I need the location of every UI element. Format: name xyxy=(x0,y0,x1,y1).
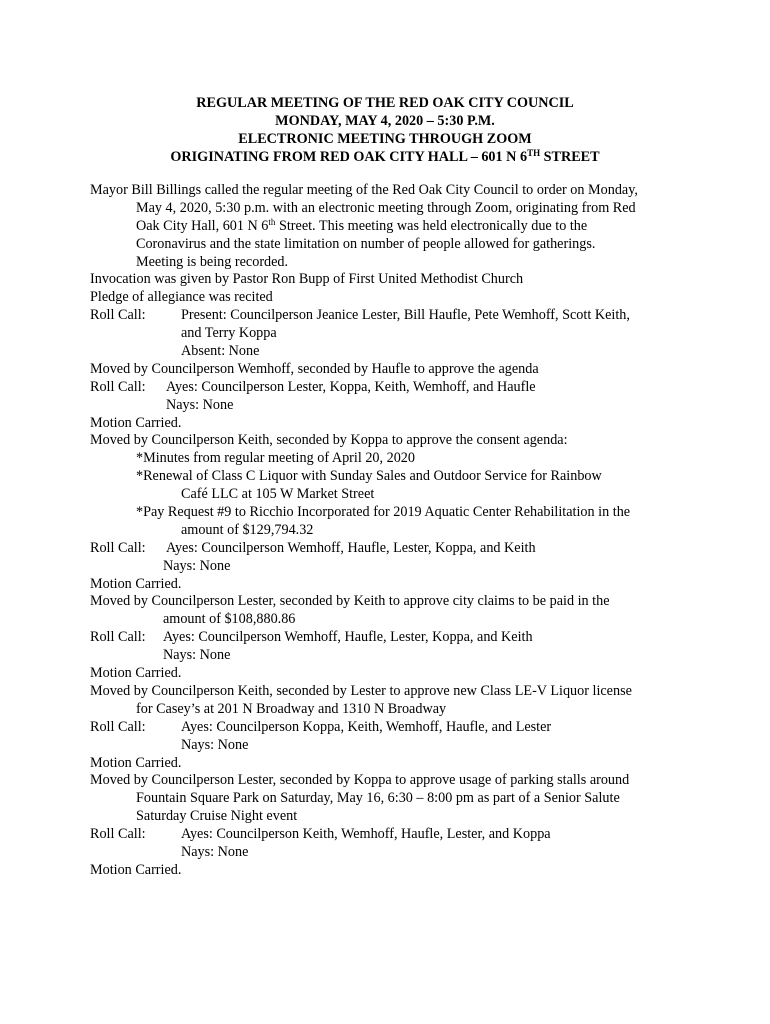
motion-2-moved: Moved by Councilperson Keith, seconded by Koppa to approve the consent agenda: xyxy=(90,432,568,449)
attendance-roll-call xyxy=(90,307,690,325)
opening-line-2: May 4, 2020, 5:30 p.m. with an electronic meeting through Zoom, originating from Red xyxy=(136,199,636,216)
motion-4-moved-cont: for Casey’s at 201 N Broadway and 1310 N Broadway xyxy=(136,700,447,717)
consent-item-1: *Minutes from regular meeting of April 20, 2020 xyxy=(136,450,415,467)
motion-1-roll-call xyxy=(90,379,690,397)
motion-5-moved-cont: Fountain Square Park on Saturday, May 16, 6:30 – 8:00 pm as part of a Senior Salute xyxy=(136,790,620,807)
motion-4-roll-call xyxy=(90,719,690,737)
opening-line-4: Coronavirus and the state limitation on number of people allowed for gatherings. xyxy=(136,235,596,252)
minutes-body xyxy=(90,182,690,880)
header-format: ELECTRONIC MEETING THROUGH ZOOM xyxy=(238,131,532,147)
motion-3-moved-cont: amount of $108,880.86 xyxy=(163,611,296,628)
present-text: Present: Councilperson Jeanice Lester, Bill Haufle, Pete Wemhoff, Scott Keith, xyxy=(181,307,630,324)
consent-item-3-cont: amount of $129,794.32 xyxy=(181,521,314,538)
opening-line-3: Oak City Hall, 601 N 6th Street. This meeting was held electronically due to the xyxy=(136,216,588,234)
roll-call-label: Roll Call: xyxy=(90,718,146,735)
absent-text: Absent: None xyxy=(181,343,260,360)
motion-carried: Motion Carried. xyxy=(90,575,182,592)
motion-5-moved: Moved by Councilperson Lester, seconded by Koppa to approve usage of parking stalls around xyxy=(90,772,630,789)
nays-text: Nays: None xyxy=(181,843,249,860)
roll-call-label: Roll Call: xyxy=(90,378,146,395)
nays-text: Nays: None xyxy=(166,396,234,413)
ayes-text: Ayes: Councilperson Koppa, Keith, Wemhoff, Haufle, and Lester xyxy=(181,718,552,735)
motion-4-moved: Moved by Councilperson Keith, seconded by Lester to approve new Class LE-V Liquor license xyxy=(90,682,632,699)
ayes-text: Ayes: Councilperson Keith, Wemhoff, Haufle, Lester, and Koppa xyxy=(181,826,551,843)
ayes-text: Ayes: Councilperson Wemhoff, Haufle, Lester, Koppa, and Keith xyxy=(163,629,533,646)
motion-carried: Motion Carried. xyxy=(90,665,182,682)
nays-text: Nays: None xyxy=(163,557,231,574)
meeting-header xyxy=(0,94,770,166)
consent-item-2-cont: Café LLC at 105 W Market Street xyxy=(181,486,375,503)
header-location: ORIGINATING FROM RED OAK CITY HALL – 601 N 6TH STREET xyxy=(170,148,600,165)
motion-5-roll-call xyxy=(90,826,690,844)
motion-2-roll-call xyxy=(90,540,690,558)
nays-text: Nays: None xyxy=(163,647,231,664)
motion-5-moved-cont: Saturday Cruise Night event xyxy=(136,808,298,825)
ayes-text: Ayes: Councilperson Lester, Koppa, Keith, Wemhoff, and Haufle xyxy=(166,378,536,395)
roll-call-label: Roll Call: xyxy=(90,826,146,843)
roll-call-label: Roll Call: xyxy=(90,539,146,556)
opening-line-1: Mayor Bill Billings called the regular meeting of the Red Oak City Council to order on Monday, xyxy=(90,182,638,198)
consent-item-2: *Renewal of Class C Liquor with Sunday Sales and Outdoor Service for Rainbow xyxy=(136,468,602,485)
opening-line-5: Meeting is being recorded. xyxy=(136,253,289,270)
motion-carried: Motion Carried. xyxy=(90,754,182,771)
motion-3-roll-call xyxy=(90,629,690,647)
pledge-line: Pledge of allegiance was recited xyxy=(90,289,273,306)
motion-carried: Motion Carried. xyxy=(90,414,182,431)
motion-1-moved: Moved by Councilperson Wemhoff, seconded by Haufle to approve the agenda xyxy=(90,360,539,377)
ayes-text: Ayes: Councilperson Wemhoff, Haufle, Lester, Koppa, and Keith xyxy=(166,539,536,556)
present-text-cont: and Terry Koppa xyxy=(181,325,277,342)
consent-item-3: *Pay Request #9 to Ricchio Incorporated for 2019 Aquatic Center Rehabilitation in the xyxy=(136,504,631,521)
header-date: MONDAY, MAY 4, 2020 – 5:30 P.M. xyxy=(275,113,495,129)
motion-3-moved: Moved by Councilperson Lester, seconded by Keith to approve city claims to be paid in the xyxy=(90,593,610,610)
roll-call-label: Roll Call: xyxy=(90,307,146,324)
header-title: REGULAR MEETING OF THE RED OAK CITY COUNCIL xyxy=(196,95,574,111)
invocation-line: Invocation was given by Pastor Ron Bupp of First United Methodist Church xyxy=(90,271,524,288)
roll-call-label: Roll Call: xyxy=(90,629,146,646)
nays-text: Nays: None xyxy=(181,736,249,753)
motion-carried: Motion Carried. xyxy=(90,861,182,878)
